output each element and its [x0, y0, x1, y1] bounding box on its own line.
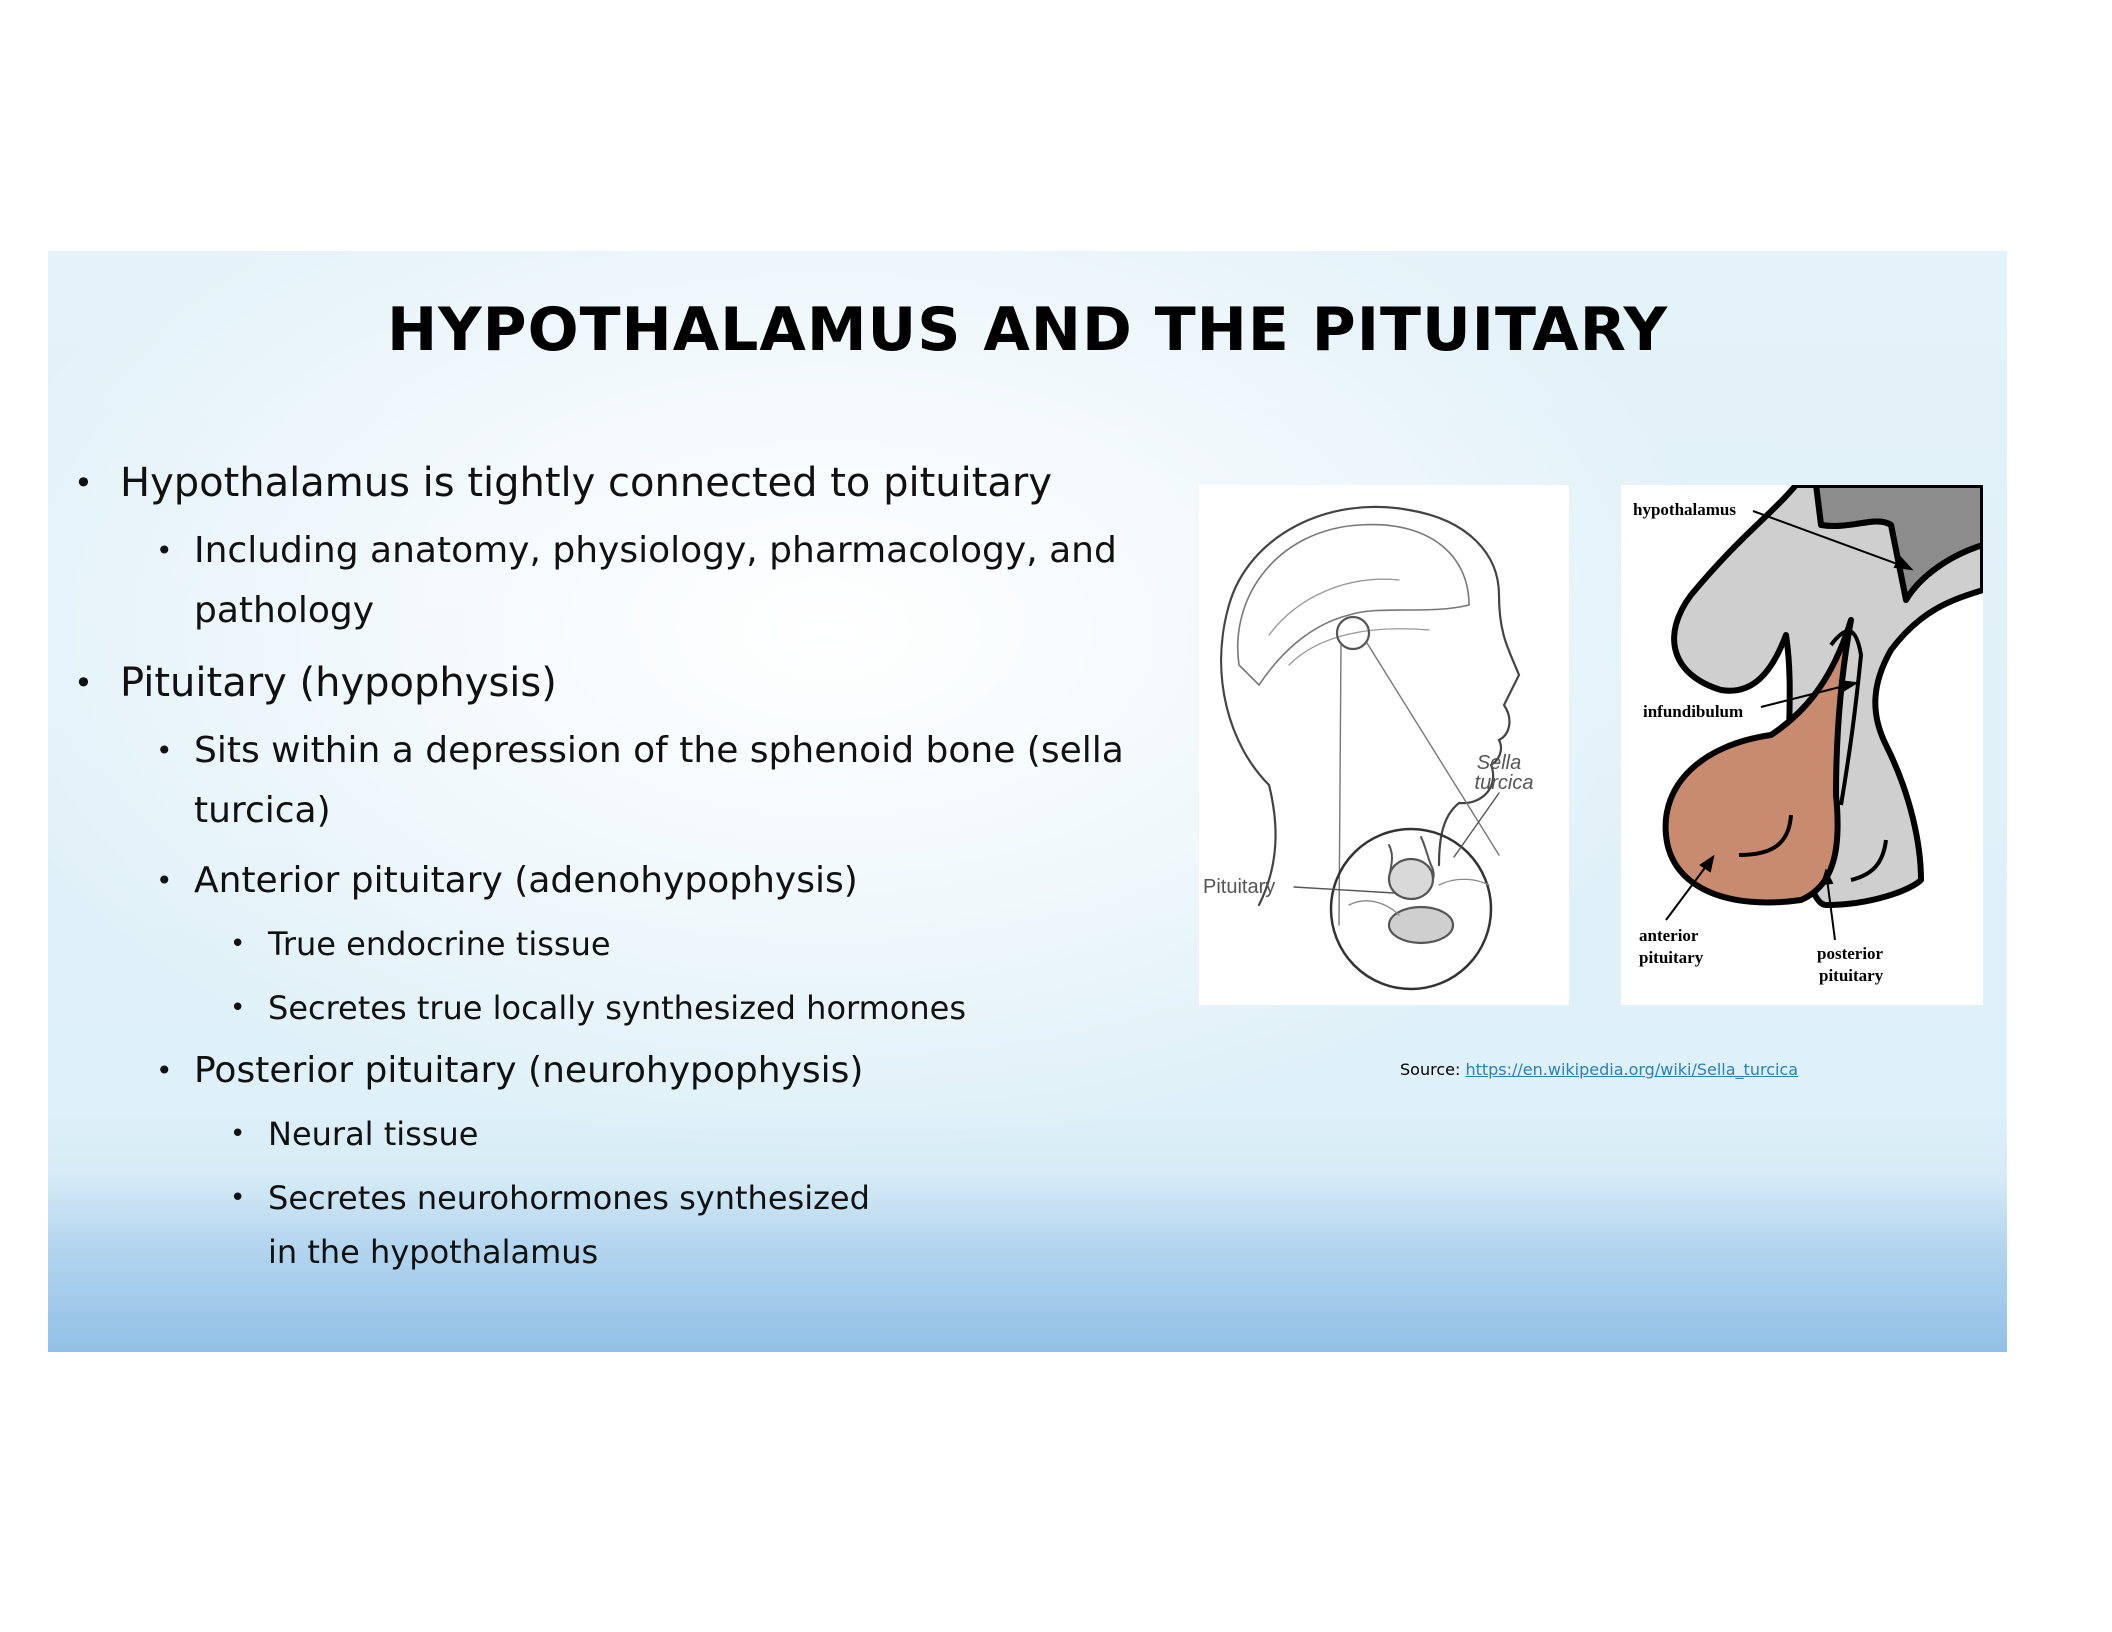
bullet-text: Pituitary (hypophysis) [120, 660, 557, 706]
label-infundibulum: infundibulum [1643, 702, 1744, 721]
slide [48, 251, 2007, 1352]
bullet-dot: • [230, 993, 246, 1023]
source-link[interactable]: https://en.wikipedia.org/wiki/Sella_turcica [1465, 1060, 1799, 1079]
bullet-level1 [74, 657, 1184, 709]
label-sella: Sella [1476, 752, 1522, 774]
bullet-text: True endocrine tissue [268, 925, 611, 963]
bullet-text: Hypothalamus is tightly connected to pituitary [120, 460, 1053, 506]
bullet-text: Posterior pituitary (neurohypophysis) [194, 1050, 864, 1091]
source-label: Source: [1400, 1060, 1461, 1079]
label-hypothalamus: hypothalamus [1633, 500, 1736, 519]
bullet-text: Anterior pituitary (adenohypophysis) [194, 860, 858, 901]
pituitary-diagram [1621, 485, 1983, 1005]
label-posterior: posterior [1817, 944, 1884, 963]
bullet-dot: • [156, 864, 173, 897]
bullet-dot: • [230, 1119, 246, 1149]
bullet-text: Including anatomy, physiology, pharmacology, and pathology [194, 530, 1117, 631]
bullet-dot: • [74, 664, 93, 702]
label-anterior: anterior [1639, 926, 1699, 945]
bullet-level1 [74, 457, 1184, 509]
bullet-dot: • [156, 1054, 173, 1087]
pituitary-illustration [1621, 485, 1983, 1005]
label-pituitary: Pituitary [1203, 876, 1276, 898]
bullet-dot: • [74, 464, 93, 502]
bullet-level2 [74, 851, 1184, 911]
bullet-level3 [74, 917, 1068, 971]
label-turcica: turcica [1474, 772, 1534, 794]
head-illustration [1199, 485, 1569, 1005]
bullet-level2 [74, 1041, 1184, 1101]
bullet-list [74, 457, 1184, 1279]
bullet-text: Neural tissue [268, 1115, 479, 1153]
bullet-level3 [74, 1107, 1068, 1161]
bullet-text: Secretes neurohormones synthesized in the hypothalamus [268, 1179, 870, 1271]
bullet-dot: • [156, 734, 173, 767]
bullet-level3 [74, 1171, 908, 1279]
bullet-level3 [74, 981, 1068, 1035]
bullet-level2 [74, 521, 1184, 641]
bullet-dot: • [230, 1183, 246, 1213]
head-sella-figure [1199, 485, 1569, 1005]
source-citation [1400, 1060, 1798, 1079]
bullet-dot: • [230, 929, 246, 959]
label-anterior-pituitary: pituitary [1639, 948, 1704, 967]
bullet-dot: • [156, 534, 173, 567]
slide-title: HYPOTHALAMUS AND THE PITUITARY [386, 295, 1669, 365]
bullet-text: Sits within a depression of the sphenoid bone (sella turcica) [194, 730, 1124, 831]
label-posterior-pituitary: pituitary [1819, 966, 1884, 985]
bullet-level2 [74, 721, 1184, 841]
bullet-text: Secretes true locally synthesized hormones [268, 989, 966, 1027]
